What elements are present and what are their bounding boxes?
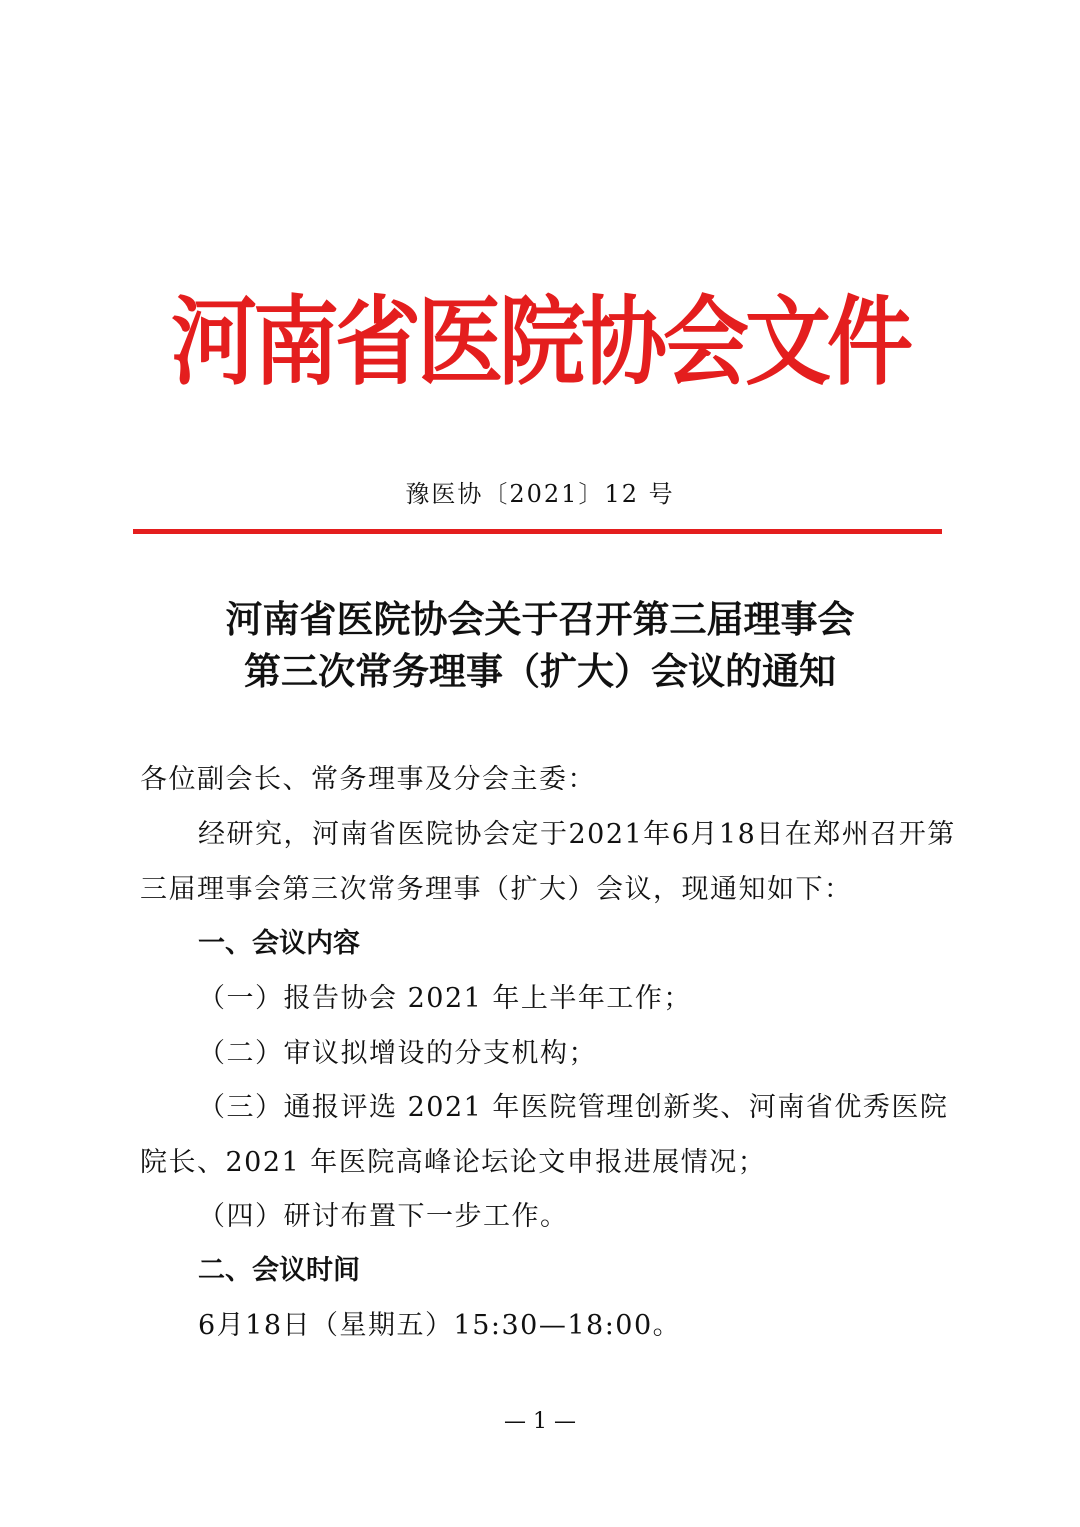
red-header-rule [133,529,942,534]
intro-paragraph-line-2: 三届理事会第三次常务理事（扩大）会议，现通知如下： [140,874,853,905]
content-item-2: （二）审议拟增设的分支机构； [198,1038,597,1069]
content-item-3-line-2: 院长、2021 年医院高峰论坛论文申报进展情况； [140,1147,767,1178]
notice-title-line-1: 河南省医院协会关于召开第三届理事会 [225,598,855,641]
content-item-3-line-1: （三）通报评选 2021 年医院管理创新奖、河南省优秀医院 [198,1092,949,1123]
org-header-title: 河南省医院协会文件 [171,287,909,399]
document-number: 豫医协〔2021〕12 号 [405,480,675,508]
section-heading-meeting-time: 二、会议时间 [198,1255,360,1286]
notice-title-line-2: 第三次常务理事（扩大）会议的通知 [244,650,836,693]
salutation: 各位副会长、常务理事及分会主委： [140,764,596,795]
content-item-1: （一）报告协会 2021 年上半年工作； [198,983,692,1014]
page-number: — 1 — [504,1409,576,1434]
content-item-4: （四）研讨布置下一步工作。 [198,1201,569,1232]
intro-paragraph-line-1: 经研究，河南省医院协会定于2021年6月18日在郑州召开第 [198,819,956,850]
meeting-time-text: 6月18日（星期五）15:30—18:00。 [198,1310,682,1341]
section-heading-meeting-content: 一、会议内容 [198,928,360,959]
